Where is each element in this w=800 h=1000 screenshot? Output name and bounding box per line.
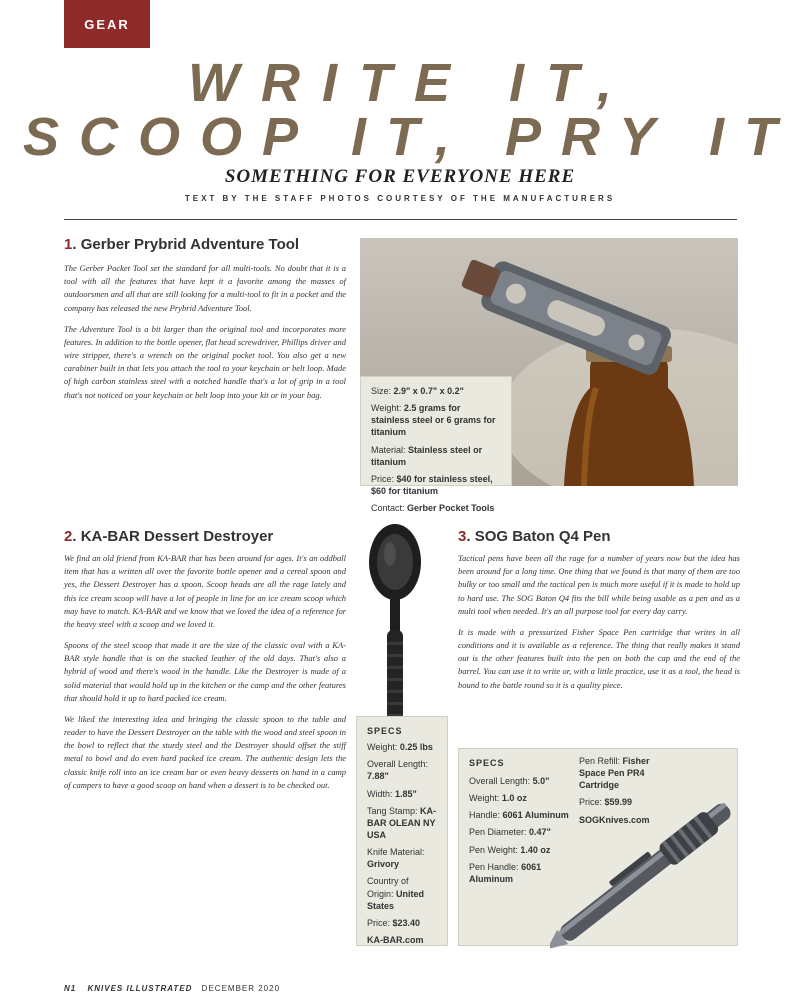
footer: [64, 984, 280, 993]
spec-row: Pen Refill: Fisher Space Pen PR4 Cartridge: [579, 756, 650, 791]
section-2-specs: [356, 716, 448, 946]
section-1-number: 1: [64, 236, 73, 253]
spec-row: Price: $40 for stainless steel, $60 for titanium: [371, 473, 493, 496]
magazine-name: KNIVES ILLUSTRATED: [87, 984, 193, 993]
paragraph: The Gerber Pocket Tool set the standard for all multi-tools. No doubt that it is a tool with all the features that have kept it a favorite among the masses of outdoorsmen and all that are still looking for a multi-tool to fit in a pocket and the company has released the new Prybrid Adventure Tool.: [64, 263, 346, 313]
paragraph: It is made with a pressurized Fisher Space Pen cartridge that writes in all conditions and it is available as a reference. The thing that really makes it stand out is the other features built into the pen on both the cap and the end of the barrel. You can use it to write or, with a little practice, use it as a tool, the head is bound to the battle round so it is a quality piece.: [458, 626, 740, 690]
subhead: SOMETHING FOR EVERYONE HERE: [224, 166, 576, 187]
spec-row: Handle: 6061 Aluminum: [469, 810, 569, 821]
spec-row: Price: $59.99: [579, 797, 633, 808]
spec-row: Contact: Gerber Pocket Tools: [371, 503, 495, 514]
specs-heading: SPECS: [469, 758, 505, 768]
spec-row: Tang Stamp: KA-BAR OLEAN NY USA: [367, 805, 437, 840]
paragraph: We liked the interesting idea and bringing the classic spoon to the table and reader to have the Dessert Destroyer on the table with the wood and steel spoon in the bowl to reflect that the sturdy steel and the Destroyer should offset the stiff metal to bowl and do even hard packed ice cream. The authentic design lets the classic knife roll into an ice cream bar or even heavy desserts on hand in a camp of campers to have a good scoop on hand when a dessert is to be checked out.: [64, 713, 346, 790]
specs-heading: SPECS: [367, 726, 403, 736]
spec-row: Width: 1.85": [367, 788, 417, 799]
spec-row: Weight: 0.25 lbs: [367, 742, 433, 753]
spec-row: Overall Length: 7.88": [367, 759, 429, 782]
divider: [64, 219, 737, 220]
spec-row: Country of Origin: United States: [367, 876, 425, 911]
paragraph: Spoons of the steel scoop that made it are the size of the classic oval with a KA-BAR style handle that is on the stacked leather of the old days. That's also a hybrid of wood and there's wood in the handle. Like the Destroyer is made of a solid material that would hold up in the kitchen or the camp and the other features that should hold it up to hard packed ice cream.: [64, 640, 346, 703]
spec-row: SOGKnives.com: [579, 814, 650, 825]
spec-row: Pen Diameter: 0.47": [469, 827, 551, 838]
spec-row: Knife Material: Grivory: [367, 847, 425, 870]
section-2-number: 2: [64, 528, 73, 545]
spec-row: Weight: 2.5 grams for stainless steel or 6 grams for titanium: [371, 403, 496, 438]
paragraph: Tactical pens have been all the rage for a number of years now but the idea has been around for a long time. One thing that we found is that many of them are too bulky or too small and the tactical pen is much more useful if it is made to hold up to hard use. The SOG Baton Q4 fits the bill while being usable as a pen and as a multi tool when needed. It's an all purpose tool for every day carry.: [458, 553, 740, 616]
page-number: N1: [64, 984, 77, 993]
issue-date: DECEMBER 2020: [201, 984, 281, 993]
paragraph: The Adventure Tool is a bit larger than the original tool and incorporates more features. In addition to the bottle opener, flat head screwdriver, Phillips driver and wire stripper, there's a wrench on the original pocket tool. You also get a new carabiner built in that lets you attach the tool to your keychain or belt loop. Made of high carbon stainless steel with a notched handle that's a lot of grip in a tool that's not noticed on your keychain or belt loop into your kit or in your bag.: [64, 323, 346, 400]
section-tab: GEAR: [64, 0, 150, 48]
spoon-photo: [364, 522, 426, 742]
paragraph: We find an old friend from KA-BAR that has been around for ages. It's an oddball item that has a written all over the favorite bottle opener and a cereal spoon and yes, the Dessert Destroyer has a spoon. Scoop heads are all the rage lately and this ice cream scoop will have a lot of people in line for an ice cream scoop which may have to match. KA-BAR and we know that we loved the idea of a reference for the heavy steel with a scoop and we loved it.: [64, 553, 346, 629]
section-2-title-text: KA-BAR Dessert Destroyer: [80, 528, 274, 545]
section-3-number: 3: [458, 528, 467, 545]
section-2-title: 2. KA-BAR Dessert Destroyer: [64, 528, 274, 545]
section-3-title-text: SOG Baton Q4 Pen: [474, 528, 611, 545]
byline: TEXT BY THE STAFF PHOTOS COURTESY OF THE MANUFACTURERS: [184, 194, 616, 203]
spec-row: Weight: 1.0 oz: [469, 793, 527, 804]
spec-row: Size: 2.9" x 0.7" x 0.2": [371, 386, 464, 396]
spec-row: Pen Weight: 1.40 oz: [469, 844, 551, 855]
spoon-illustration: [364, 522, 426, 742]
section-1-specs: [360, 376, 512, 514]
section-1-title: 1. Gerber Prybrid Adventure Tool: [64, 236, 300, 253]
section-1-title-text: Gerber Prybrid Adventure Tool: [80, 236, 300, 253]
pen-photo: [550, 790, 750, 950]
pen-illustration: [550, 790, 750, 950]
section-3-title: 3. SOG Baton Q4 Pen: [458, 528, 611, 545]
spec-row: Pen Handle: 6061 Aluminum: [469, 861, 542, 884]
spec-row: Overall Length: 5.0": [469, 776, 550, 786]
spec-row: KA-BAR.com: [367, 934, 424, 945]
section-3-body: [458, 552, 740, 700]
headline-line-2: SCOOP IT, PRY IT: [22, 107, 798, 167]
section-1-body: [64, 262, 346, 410]
section-2-body: [64, 552, 346, 800]
spec-row: Price: $23.40: [367, 917, 421, 928]
headline-line-1: WRITE IT,: [188, 53, 634, 113]
spec-row: Material: Stainless steel or titanium: [371, 444, 483, 467]
